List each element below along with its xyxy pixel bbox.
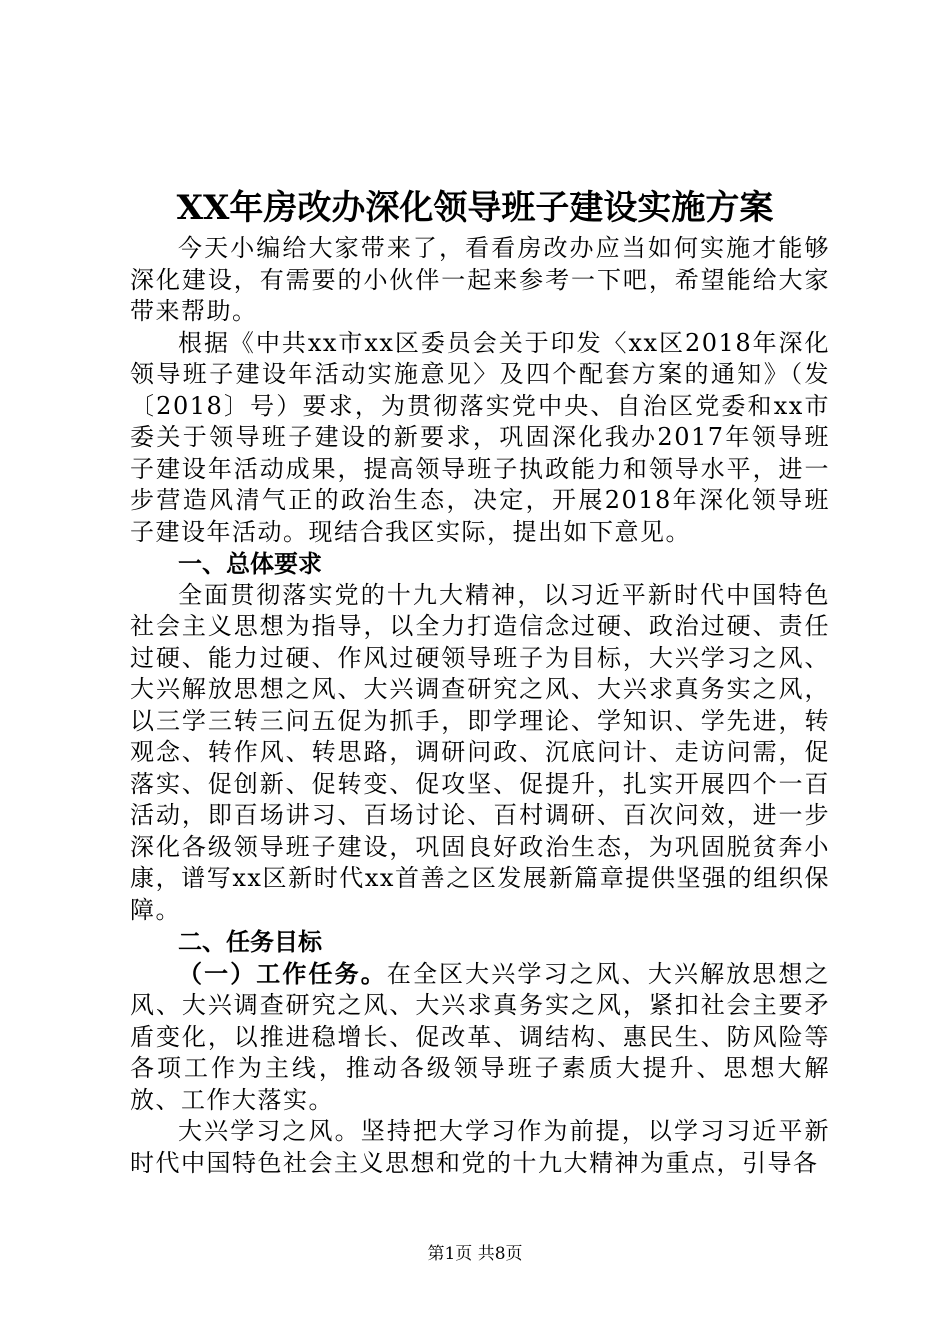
general-requirements-paragraph: 全面贯彻落实党的十九大精神，以习近平新时代中国特色社会主义思想为指导，以全力打造信念过硬、政治过硬、责任过硬、能力过硬、作风过硬领导班子为目标，大兴学习之风、大兴解放思想之风、大兴调查研究之风、大兴求真务实之风，以三学三转三问五促为抓手，即学理论、学知识、学先进，转观念、转作风、转思路，调研问政、沉底问计、走访问需，促落实、促创新、促转变、促攻坚、促提升，扎实开展四个一百活动，即百场讲习、百场讨论、百村调研、百次问效，进一步深化各级领导班子建设，巩固良好政治生态，为巩固脱贫奔小康，谱写xx区新时代xx首善之区发展新篇章提供坚强的组织保障。 (130, 580, 830, 924)
section-heading-general-requirements: 一、总体要求 (178, 549, 322, 578)
work-tasks-lead: （一）工作任务。 (178, 958, 387, 988)
intro-paragraph: 今天小编给大家带来了，看看房改办应当如何实施才能够深化建设，有需要的小伙伴一起来参考一下吧，希望能给大家带来帮助。 (130, 234, 830, 325)
study-paragraph: 大兴学习之风。坚持把大学习作为前提，以学习习近平新时代中国特色社会主义思想和党的十九大精神为重点，引导各 (130, 1117, 830, 1177)
work-tasks-paragraph (130, 958, 830, 1117)
basis-paragraph: 根据《中共xx市xx区委员会关于印发〈xx区2018年深化领导班子建设年活动实施意见〉及四个配套方案的通知》（发〔2018〕号）要求，为贯彻落实党中央、自治区党委和xx市委关于领导班子建设的新要求，巩固深化我办2017年领导班子建设年活动成果，提高领导班子执政能力和领导水平，进一步营造风清气正的政治生态，决定，开展2018年深化领导班子建设年活动。现结合我区实际，提出如下意见。 (130, 328, 830, 546)
page-number: 第1页 共8页 (427, 1244, 523, 1264)
document-body (130, 233, 830, 1179)
section-heading-task-goals: 二、任务目标 (178, 927, 322, 956)
document-title: XX年房改办深化领导班子建设实施方案 (176, 188, 774, 228)
work-tasks-text: 在全区大兴学习之风、大兴解放思想之风、大兴调查研究之风、大兴求真务实之风，紧扣社会主要矛盾变化，以推进稳增长、促改革、调结构、惠民生、防风险等各项工作为主线，推动各级领导班子素质大提升、思想大解放、工作大落实。 (130, 959, 831, 1114)
